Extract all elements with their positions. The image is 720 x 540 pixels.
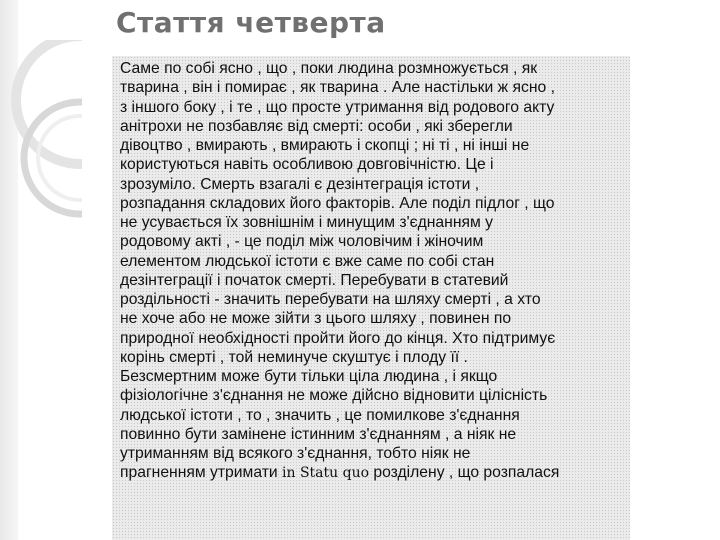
paragraph-line: елементом людської істоти є вже саме по собі стан [120,252,495,270]
body-paragraph [112,56,630,484]
paragraph-line: корінь смерті , той неминуче скуштує і плоду її . [120,348,468,366]
paragraph-line: користуються навіть особливою довговічністю. Це і [120,156,494,174]
paragraph-line: роздільності - значить перебувати на шляху смерті , а хто [120,291,541,308]
paragraph-line: з іншого боку , і те , що просте утримання від родового акту [120,98,555,116]
latin-phrase: in Statu quo [282,465,370,482]
paragraph-line: Безсмертним може бути тільки ціла людина , і якщо [120,368,498,385]
paragraph-line [120,463,622,483]
paragraph-line: фізіологічне з'єднання не може дійсно відновити цілісність [120,387,548,405]
paragraph-line: дівоцтво , вмирають , вмирають і скопці ; ні ті , ні інші не [120,137,530,154]
paragraph-line: тварина , він і помирає , як тварина . Але настільки ж ясно , [120,79,555,97]
paragraph-line: зрозуміло. Смерть взагалі є дезінтеграція істоти , [120,175,480,193]
paragraph-line: людської істоти , то , значить , це помилкове з'єднання [120,406,520,424]
paragraph-line: Саме по собі ясно , що , поки людина розмножується , як [120,60,538,77]
paragraph-line: анітрохи не позбавляє від смерті: особи , які зберегли [120,117,513,135]
line-text-after: розділену , що розпалася [369,464,560,482]
decorative-arcs [0,40,82,240]
paragraph-line: природної необхідності пройти його до кінця. Хто підтримує [120,329,556,347]
paragraph-line: родовому акті , - це поділ між чоловічим і жіночим [120,233,484,251]
decorative-sidebar [0,0,82,540]
slide-title: Стаття четверта [116,6,386,39]
line-text-before: прагненням утримати [120,464,283,482]
paragraph-line: утриманням від всякого з'єднання, тобто ніяк не [120,445,471,462]
paragraph-line: не усувається їх зовнішнім і минущим з'єднанням у [120,214,493,231]
paragraph-line: дезінтеграції і початок смерті. Перебувати в статевий [120,271,509,289]
paragraph-line: розпадання складових його факторів. Але поділ підлог , що [120,194,555,212]
paragraph-line: не хоче або не може зійти з цього шляху , повинен по [120,310,512,328]
text-panel [112,56,630,540]
paragraph-line: повинно бути замінене істинним з'єднанням , а ніяк не [120,425,517,443]
